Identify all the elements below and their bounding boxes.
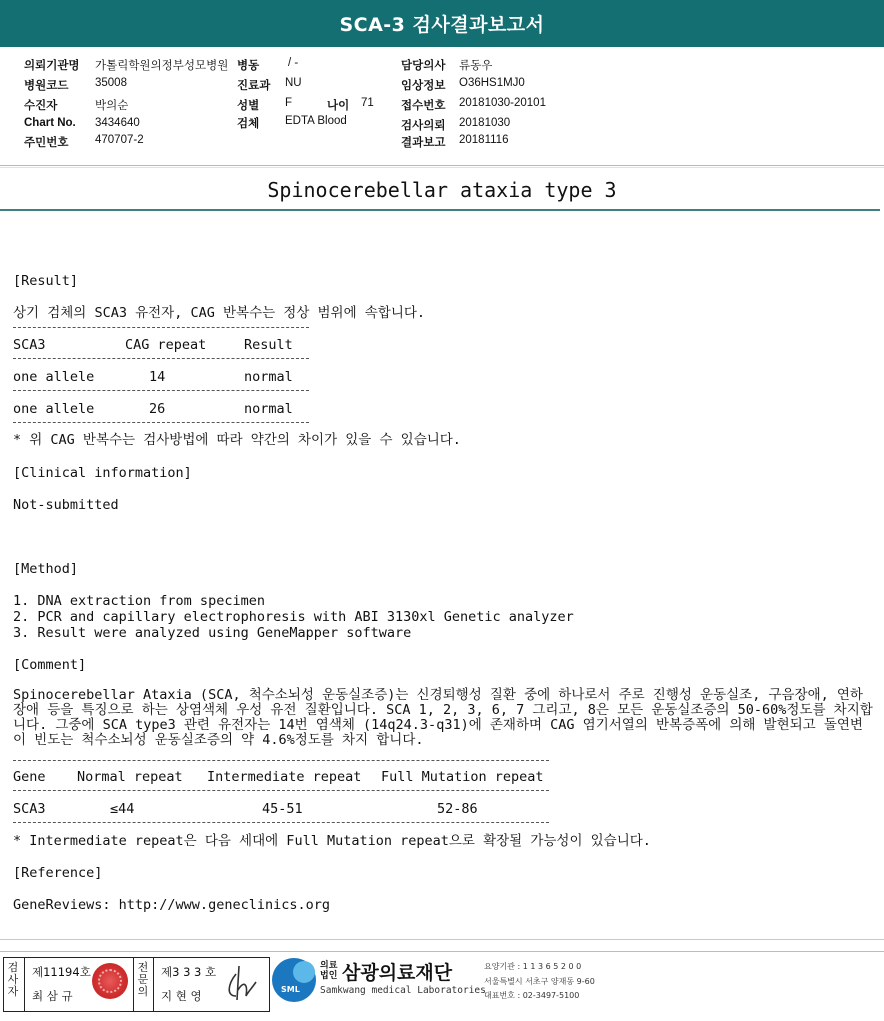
request-date-value: 20181030 bbox=[459, 117, 511, 129]
report-header bbox=[0, 0, 884, 47]
divider bbox=[0, 167, 884, 168]
range-col-gene: Gene bbox=[13, 769, 46, 785]
range-row-normal: ≤44 bbox=[110, 801, 135, 817]
clinical-info-label: 임상정보 bbox=[401, 80, 446, 92]
chart-no-value: 3434640 bbox=[95, 117, 140, 129]
method-item-3: 3. Result were analyzed using GeneMapper software bbox=[13, 625, 412, 641]
comment-note: * Intermediate repeat은 다음 세대에 Full Mutation repeat으로 확장될 가능성이 있습니다. bbox=[13, 833, 651, 849]
divider bbox=[24, 957, 25, 1012]
range-row-full: 52-86 bbox=[437, 801, 478, 817]
table-rule bbox=[13, 390, 309, 391]
institution-label: 의뢰기관명 bbox=[24, 60, 80, 72]
divider bbox=[0, 165, 884, 166]
reference-value: GeneReviews: http://www.geneclinics.org bbox=[13, 897, 330, 913]
report-date-value: 20181116 bbox=[459, 134, 509, 146]
tester-name: 최 삼 규 bbox=[32, 989, 73, 1003]
patient-label: 수진자 bbox=[24, 100, 58, 112]
report-date-label: 결과보고 bbox=[401, 137, 446, 149]
report-title: SCA-3 검사결과보고서 bbox=[339, 14, 545, 36]
resident-no-label: 주민번호 bbox=[24, 137, 69, 149]
department-value: NU bbox=[285, 77, 302, 89]
result-note: * 위 CAG 반복수는 검사방법에 따라 약간의 차이가 있을 수 있습니다. bbox=[13, 432, 461, 448]
doctor-label: 담당의사 bbox=[401, 60, 446, 72]
tester-label: 검사자 bbox=[7, 961, 19, 998]
age-value: 71 bbox=[361, 97, 374, 109]
table-rule bbox=[13, 358, 309, 359]
footer-divider bbox=[0, 951, 884, 952]
result-row-result: normal bbox=[244, 369, 293, 385]
divider bbox=[133, 957, 134, 1012]
divider bbox=[153, 957, 154, 1012]
clinical-info-value: O36HS1MJ0 bbox=[459, 77, 525, 89]
request-date-label: 검사의뢰 bbox=[401, 120, 446, 132]
result-col-result: Result bbox=[244, 337, 293, 353]
range-row-intermediate: 45-51 bbox=[262, 801, 303, 817]
hospital-code-label: 병원코드 bbox=[24, 80, 69, 92]
result-row-allele: one allele bbox=[13, 401, 95, 417]
hospital-code-value: 35008 bbox=[95, 77, 127, 89]
specimen-value: EDTA Blood bbox=[285, 115, 347, 127]
result-heading: [Result] bbox=[13, 273, 79, 289]
logo-wave-icon bbox=[293, 961, 315, 983]
reference-heading: [Reference] bbox=[13, 865, 103, 881]
receipt-value: 20181030-20101 bbox=[459, 97, 546, 109]
range-col-intermediate: Intermediate repeat bbox=[207, 769, 362, 785]
org-name-en: Samkwang medical Laboratories bbox=[320, 985, 486, 996]
document-title: Spinocerebellar ataxia type 3 bbox=[267, 178, 617, 202]
ward-value: / - bbox=[288, 57, 299, 69]
org-prefix-bottom: 법인 bbox=[320, 971, 338, 981]
table-rule bbox=[13, 327, 309, 328]
title-underline bbox=[0, 209, 880, 211]
ward-label: 병동 bbox=[237, 60, 260, 72]
tester-license-no: 제11194호 bbox=[32, 965, 91, 979]
result-row-result: normal bbox=[244, 401, 293, 417]
specialist-license-no: 제3 3 3 호 bbox=[161, 965, 217, 979]
org-prefix-top: 의료 bbox=[320, 961, 338, 971]
specialist-label: 전문의 bbox=[137, 961, 149, 998]
doctor-value: 류동우 bbox=[459, 60, 493, 72]
specialist-name: 지 현 영 bbox=[161, 989, 202, 1003]
table-rule bbox=[13, 822, 549, 823]
footer-divider bbox=[0, 939, 884, 940]
official-seal-icon bbox=[92, 963, 128, 999]
specimen-label: 검체 bbox=[237, 118, 260, 130]
method-item-2: 2. PCR and capillary electrophoresis with ABI 3130xl Genetic analyzer bbox=[13, 609, 574, 625]
sex-value: F bbox=[285, 97, 293, 109]
range-col-full: Full Mutation repeat bbox=[381, 769, 544, 785]
range-row-gene: SCA3 bbox=[13, 801, 46, 817]
clinical-value: Not-submitted bbox=[13, 497, 119, 513]
table-rule bbox=[13, 790, 549, 791]
receipt-label: 접수번호 bbox=[401, 100, 446, 112]
method-item-1: 1. DNA extraction from specimen bbox=[13, 593, 265, 609]
result-row-repeat: 26 bbox=[149, 401, 166, 417]
chart-no-label: Chart No. bbox=[24, 117, 76, 129]
patient-value: 박의순 bbox=[95, 100, 129, 112]
resident-no-value: 470707-2 bbox=[95, 134, 144, 146]
range-col-normal: Normal repeat bbox=[77, 769, 183, 785]
department-label: 진료과 bbox=[237, 80, 271, 92]
handwritten-signature-icon bbox=[222, 960, 262, 1005]
table-rule bbox=[13, 422, 309, 423]
age-label: 나이 bbox=[327, 100, 350, 112]
patient-info bbox=[0, 55, 884, 165]
comment-paragraph: Spinocerebellar Ataxia (SCA, 척수소뇌성 운동실조증)는 신경퇴행성 질환 중에 하나로서 주로 진행성 운동실조, 구음장애, 연하장애 등을 특징으로 하는 상염색체 우성 유전 질환입니다. SCA 1, 2, 3, 6, 7 그리고, 8은 모든 운동실조증의 50-60%정도를 차지합니다. 그중에 SCA type3 관련 유전자는 14번 염색체 (14q24.3-q31)에 존재하며 CAG 염기서열의 반복증폭에 의해 발현되고 돌연변이 빈도는 척수소뇌성 운동실조증의 약 4.6%정도를 차지 합니다. bbox=[13, 687, 873, 748]
logo-text: SML bbox=[281, 985, 300, 994]
institution-code: 요양기관 : 1 1 3 6 5 2 0 0 bbox=[484, 962, 582, 971]
org-name: 삼광의료재단 bbox=[342, 962, 453, 984]
result-col-gene: SCA3 bbox=[13, 337, 46, 353]
clinical-heading: [Clinical information] bbox=[13, 465, 192, 481]
table-rule bbox=[13, 760, 549, 761]
sex-label: 성별 bbox=[237, 100, 260, 112]
result-row-allele: one allele bbox=[13, 369, 95, 385]
comment-heading: [Comment] bbox=[13, 657, 87, 673]
result-statement: 상기 검체의 SCA3 유전자, CAG 반복수는 정상 범위에 속합니다. bbox=[13, 305, 426, 321]
org-address: 서울특별시 서초구 양재동 9-60 bbox=[484, 977, 595, 986]
result-col-repeat: CAG repeat bbox=[125, 337, 207, 353]
org-phone: 대표번호 : 02-3497-5100 bbox=[484, 991, 580, 1000]
institution-value: 가톨릭학원의정부성모병원 bbox=[95, 60, 229, 72]
method-heading: [Method] bbox=[13, 561, 79, 577]
result-row-repeat: 14 bbox=[149, 369, 166, 385]
